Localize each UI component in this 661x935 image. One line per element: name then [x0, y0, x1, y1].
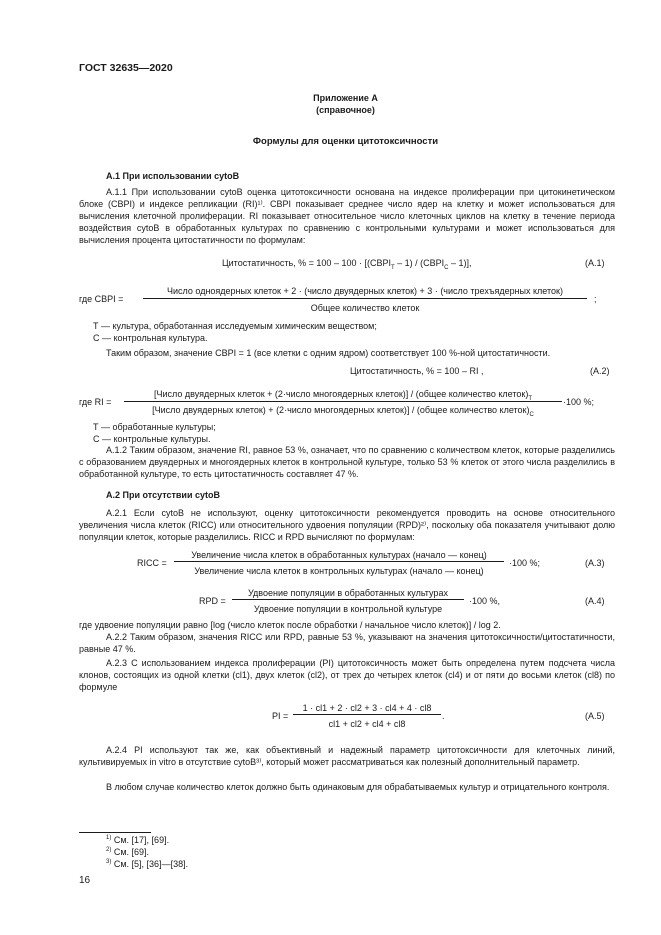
section-a2-heading: А.2 При отсутствии cytoB — [106, 490, 220, 500]
ri-fraction-line — [124, 401, 562, 402]
ricc-tail: ·100 %; — [509, 558, 541, 568]
footnote-2: $^{2)}$ См. [69]. — [106, 847, 150, 857]
paragraph-a1-cbpi-note: Таким образом, значение CBPI = 1 (все клетки с одним ядром) соответствует 100 %-ной цитостатичности. — [106, 348, 551, 358]
pi-lhs: PI = — [272, 711, 289, 721]
definition-c: С — контрольная культура. — [93, 333, 208, 343]
definition-t: Т — культура, обработанная исследуемым химическим веществом; — [93, 321, 377, 331]
paragraph-a2-4: А.2.4 PI используют так же, как объективный и надежный параметр цитотоксичности для клеточных линий, культивируемых in vitro в отсутствие cytoB³⁾, который может рассматриваться как полезный дополнительный параметр. — [79, 745, 615, 767]
page-number: 16 — [79, 875, 91, 886]
paragraph-a2-2: А.2.2 Таким образом, значения RICC или RPD, равные 53 %, указывают на значения цитотоксичности/цитостатичности, равные 47 %. — [79, 632, 615, 654]
rpd-tail: ·100 %, — [469, 596, 501, 606]
ri-tail: ·100 %; — [563, 397, 595, 407]
appendix-title: Приложение А — [313, 93, 378, 103]
appendix-subtitle: (справочное) — [316, 105, 375, 115]
main-title: Формулы для оценки цитотоксичности — [252, 136, 439, 147]
ricc-fraction-line — [174, 561, 504, 562]
standard-header: ГОСТ 32635—2020 — [79, 62, 173, 74]
footnote-3: $^{3)}$ См. [5], [36]—[38]. — [106, 859, 189, 869]
ricc-lhs: RICC = — [137, 558, 167, 568]
ri-where-label: где RI = — [79, 397, 112, 407]
rpd-denominator: Удвоение популяции в контрольной культуре — [253, 604, 443, 614]
formula-a1: Цитостатичность, % = $100 - 100 \cdot [(CBPI_T - 1)$ / $(CBPI_C - 1)$], — [222, 258, 472, 271]
formula-a1-number: (А.1) — [585, 258, 605, 268]
rpd-where: где удвоение популяции равно [log (число клеток после обработки / начальное число клеток)] / log 2. — [79, 620, 501, 630]
pi-tail: . — [442, 711, 445, 721]
definition-t2: Т — обработанные культуры; — [93, 422, 216, 432]
cbpi-fraction-line — [143, 298, 587, 299]
paragraph-a2-5: В любом случае количество клеток должно быть одинаковым для обрабатываемых культур и отрицательного контроля. — [106, 782, 610, 792]
ricc-denominator: Увеличение числа клеток в контрольных культурах (начало — конец) — [194, 566, 484, 576]
pi-fraction-line — [293, 714, 441, 715]
formula-a2-number: (А.2) — [590, 366, 610, 376]
cbpi-denominator: Общее количество клеток — [310, 303, 420, 313]
rpd-fraction-line — [232, 599, 464, 600]
formula-a5-number: (А.5) — [585, 711, 605, 721]
paragraph-a2-3: А.2.3 С использованием индекса пролиферации (PI) цитотоксичность может быть определена путем подсчета числа клонов, состоящих из одной клетки (cl1), двух клеток (cl2), от трех до четырех клеток (cl4) и от пяти до восьми клеток (cl8) по формуле — [79, 658, 615, 692]
formula-a2: Цитостатичность, % = 100 – RI , — [350, 366, 484, 376]
footnote-1: $^{1)}$ См. [17], [69]. — [106, 835, 170, 845]
definition-c2: С — контрольные культуры. — [93, 434, 211, 444]
cbpi-semicolon: ; — [594, 294, 597, 304]
ri-denominator: [Число двуядерных клеток) + (2·число многоядерных клеток)] / (общее количество $клеток)_C$ — [152, 405, 534, 418]
rpd-numerator: Удвоение популяции в обработанных культурах — [248, 588, 448, 598]
pi-denominator: cl1 + cl2 + cl4 + cl8 — [328, 719, 406, 729]
section-a1-heading: А.1 При использовании cytoB — [106, 171, 240, 181]
paragraph-a1-1: А.1.1 При использовании cytoB оценка цитотоксичности основана на индексе пролиферации при цитокинетическом блоке (CBPI) и индексе репликации (RI)¹⁾. CBPI показывает среднее число ядер на клетку и может использоваться для вычисления клеточной пролиферации. RI показывает относительное число клеточных циклов на клетку в течение периода воздействия cytoB в обработанных культурах по сравнению с контрольными культурами и может использоваться для вычисления процента цитостатичности по формулам: — [79, 187, 615, 245]
footnote-separator — [79, 832, 151, 833]
cbpi-where-label: где CBPI = — [79, 294, 124, 304]
paragraph-a2-1: А.2.1 Если cytoB не используют, оценку цитотоксичности рекомендуется проводить на основе относительного увеличения числа клеток (RICC) или относительного удвоения популяции (RPD)²⁾, поскольку оба показателя учитывают долю популяции клеток, которые разделились. RICC и RPD вычисляют по формулам: — [79, 508, 615, 542]
formula-a4-number: (А.4) — [585, 596, 605, 606]
cbpi-numerator: Число одноядерных клеток + 2 · (число двуядерных клеток) + 3 · (число трехъядерных клеток) — [167, 286, 563, 296]
formula-a3-number: (А.3) — [585, 558, 605, 568]
paragraph-a1-2: А.1.2 Таким образом, значение RI, равное 53 %, означает, что по сравнению с количеством клеток, которые разделились с образованием двуядерных и многоядерных клеток в контрольной культуре, только 53 % клеток от этого числа разделились в обработанной культуре, то есть цитостатичность составляет 47 %. — [79, 445, 615, 479]
ricc-numerator: Увеличение числа клеток в обработанных культурах (начало — конец) — [191, 550, 487, 560]
pi-numerator: 1 · cl1 + 2 · cl2 + 3 · cl4 + 4 · cl8 — [302, 703, 432, 713]
ri-numerator: [Число двуядерных клеток + (2·число многоядерных клеток)] / (общее количество $клеток)_T$ — [153, 389, 532, 402]
rpd-lhs: RPD = — [199, 596, 226, 606]
